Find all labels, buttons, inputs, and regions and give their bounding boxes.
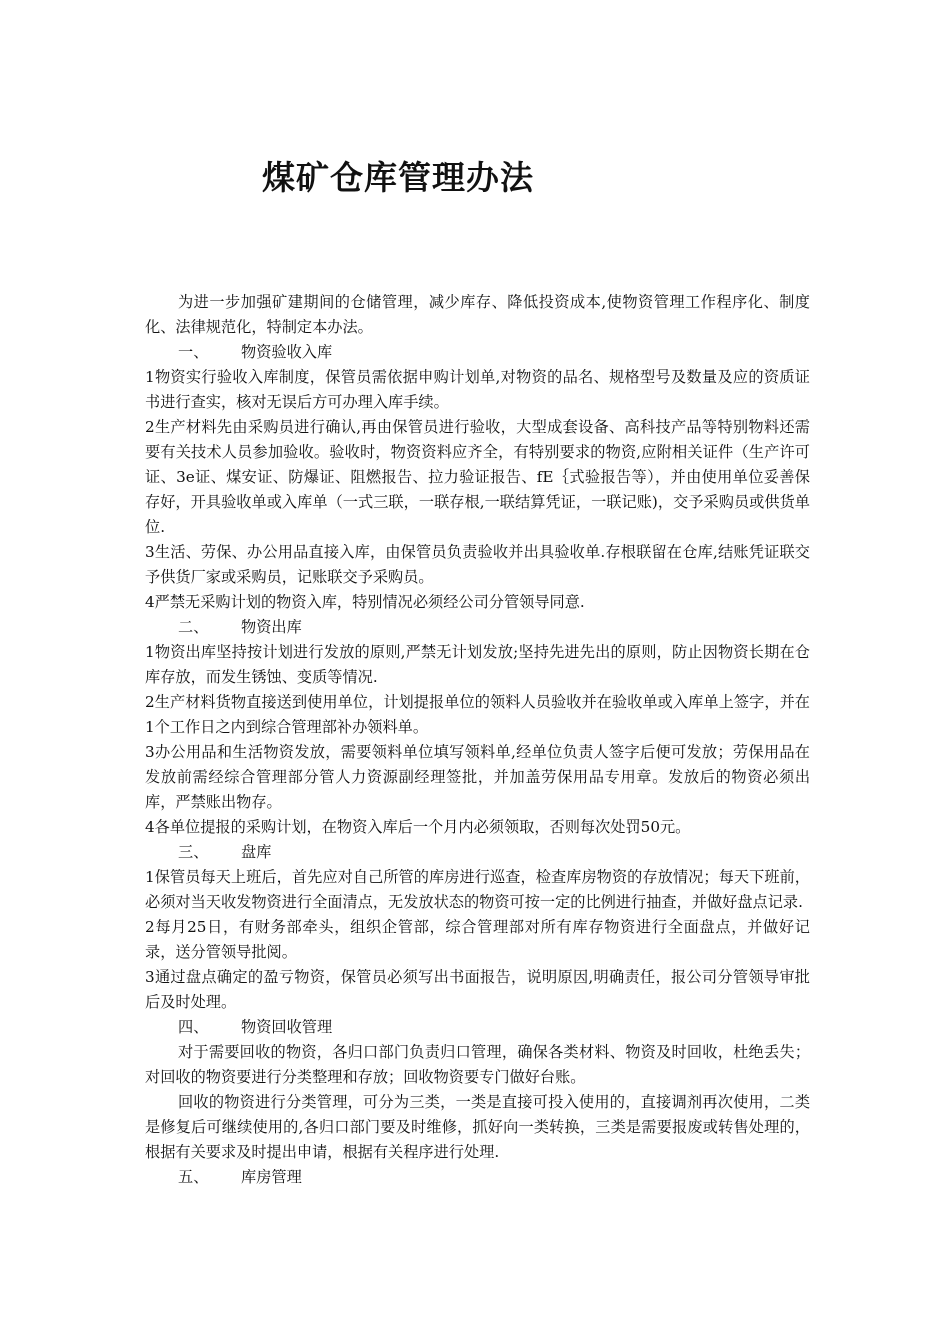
section-heading-4 bbox=[145, 1015, 810, 1040]
section-title: 库房管理 bbox=[241, 1168, 302, 1186]
section-paragraph: 3生活、劳保、办公用品直接入库，由保管员负责验收并出具验收单.存根联留在仓库,结账凭证联交予供货厂家或采购员，记账联交予采购员。 bbox=[145, 543, 810, 586]
intro-paragraph: 为进一步加强矿建期间的仓储管理，减少库存、降低投资成本,使物资管理工作程序化、制度化、法律规范化，特制定本办法。 bbox=[145, 293, 810, 336]
section-heading-2 bbox=[145, 615, 810, 640]
section-heading-5 bbox=[145, 1165, 810, 1190]
section-heading-1 bbox=[145, 340, 810, 365]
section-title: 物资回收管理 bbox=[241, 1018, 333, 1036]
section-paragraph: 对于需要回收的物资，各归口部门负责归口管理，确保各类材料、物资及时回收，杜绝丢失；对回收的物资要进行分类整理和存放；回收物资要专门做好台账。 bbox=[145, 1043, 810, 1086]
section-paragraph: 3办公用品和生活物资发放，需要领料单位填写领料单,经单位负责人签字后便可发放；劳保用品在发放前需经综合管理部分管人力资源副经理签批，并加盖劳保用品专用章。发放后的物资必须出库，严禁账出物存。 bbox=[145, 743, 810, 811]
section-number: 二、 bbox=[178, 618, 209, 636]
section-title: 物资验收入库 bbox=[241, 343, 333, 361]
page-title: 煤矿仓库管理办法 bbox=[262, 158, 534, 197]
section-paragraph: 1物资实行验收入库制度，保管员需依据申购计划单,对物资的品名、规格型号及数量及应的资质证书进行查实，核对无误后方可办理入库手续。 bbox=[145, 368, 810, 411]
section-paragraph: 1物资出库坚持按计划进行发放的原则,严禁无计划发放;坚持先进先出的原则，防止因物资长期在仓库存放，而发生锈蚀、变质等情况. bbox=[145, 643, 810, 686]
section-paragraph: 2生产材料先由采购员进行确认,再由保管员进行验收，大型成套设备、高科技产品等特别物料还需要有关技术人员参加验收。验收时，物资资料应齐全，有特别要求的物资,应附相关证件（生产许可证、3e证、煤安证、防爆证、阻燃报告、拉力验证报告、fE｛式验报告等），并由使用单位妥善保存好，开具验收单或入库单（一式三联，一联存根,一联结算凭证，一联记账)，交予采购员或供货单位. bbox=[145, 418, 810, 536]
section-title: 盘库 bbox=[241, 843, 272, 861]
section-title: 物资出库 bbox=[241, 618, 302, 636]
section-paragraph: 4各单位提报的采购计划，在物资入库后一个月内必须领取，否则每次处罚50元。 bbox=[145, 818, 691, 836]
section-number: 四、 bbox=[178, 1018, 209, 1036]
section-paragraph: 4严禁无采购计划的物资入库，特别情况必须经公司分管领导同意. bbox=[145, 593, 585, 611]
section-paragraph: 2每月25日，有财务部牵头，组织企管部，综合管理部对所有库存物资进行全面盘点，并做好记录，送分管领导批阅。 bbox=[145, 918, 810, 961]
section-paragraph: 2生产材料货物直接送到使用单位，计划提报单位的领料人员验收并在验收单或入库单上签字，并在1个工作日之内到综合管理部补办领料单。 bbox=[145, 693, 810, 736]
section-heading-3 bbox=[145, 840, 810, 865]
document-body bbox=[145, 290, 810, 1190]
section-number: 三、 bbox=[178, 843, 209, 861]
section-number: 五、 bbox=[178, 1168, 209, 1186]
section-number: 一、 bbox=[178, 343, 209, 361]
section-paragraph: 1保管员每天上班后，首先应对自己所管的库房进行巡查，检查库房物资的存放情况；每天下班前，必须对当天收发物资进行全面清点，无发放状态的物资可按一定的比例进行抽查，并做好盘点记录. bbox=[145, 868, 810, 911]
section-paragraph: 回收的物资进行分类管理，可分为三类，一类是直接可投入使用的，直接调剂再次使用，二类是修复后可继续使用的,各归口部门要及时维修，抓好向一类转换，三类是需要报废或转售处理的，根据有关要求及时提出申请，根据有关程序进行处理. bbox=[145, 1093, 810, 1161]
section-paragraph: 3通过盘点确定的盈亏物资，保管员必须写出书面报告，说明原因,明确责任，报公司分管领导审批后及时处理。 bbox=[145, 968, 810, 1011]
